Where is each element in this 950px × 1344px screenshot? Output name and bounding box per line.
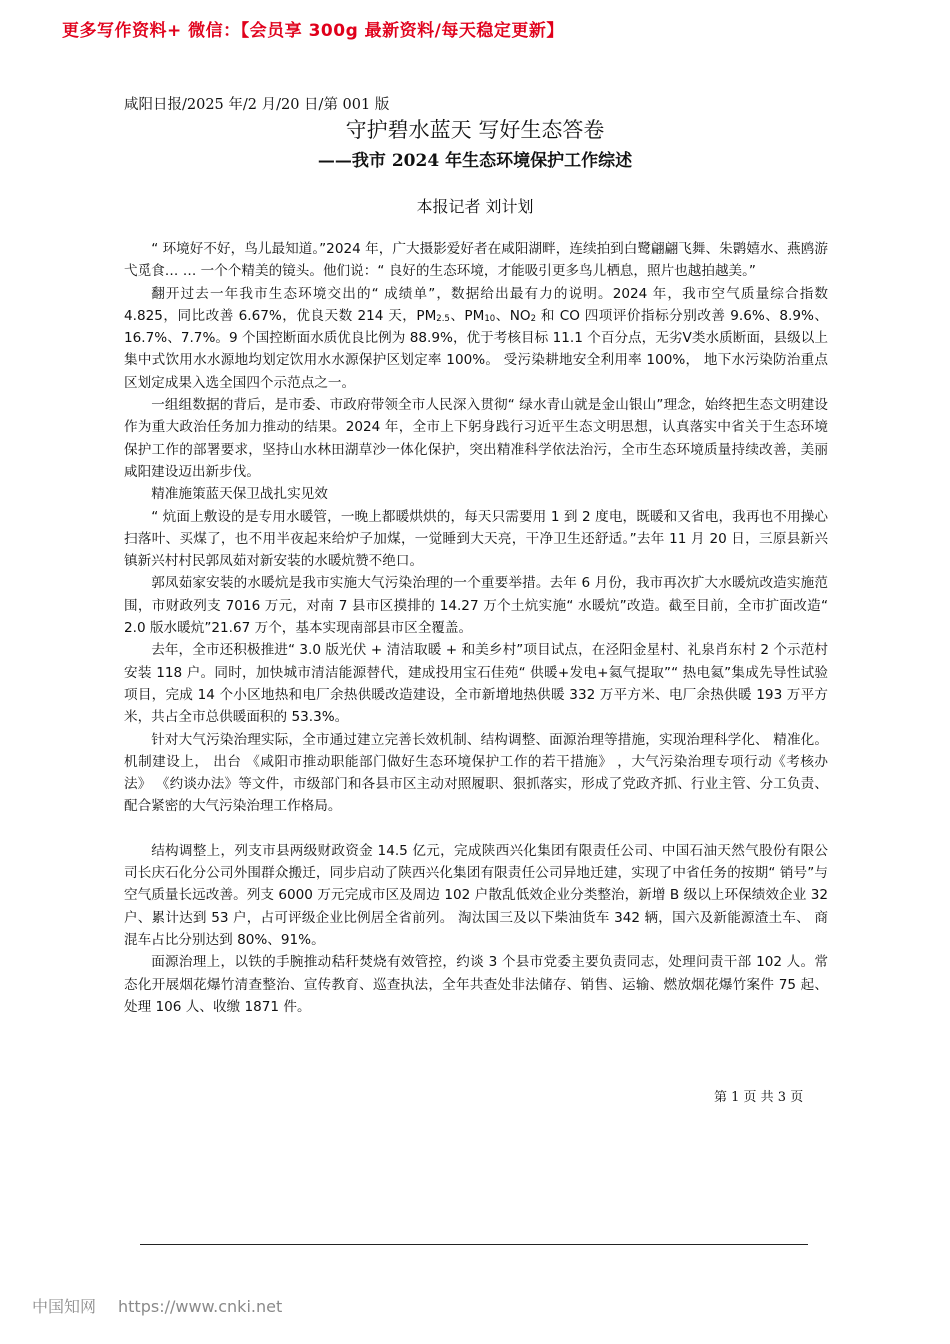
- paragraph-3: 一组组数据的背后，是市委、市政府带领全市人民深入贯彻“ 绿水青山就是金山银山”理念，始终把生态文明建设作为重大政治任务加力推动的结果。2024 年，全市上下躬身践行习近平生态文明思想，认真落实中省关于生态环境保护工作的部署要求，坚持山水林田湖草沙一体化保护，突出精准科学依法治污，全市生态环境质量持续改善，美丽咸阳建设迈出新步伐。: [124, 397, 828, 480]
- article-byline: 本报记者 刘计划: [416, 197, 534, 216]
- paragraph-2-part-b: 、PM: [449, 307, 485, 324]
- article-subheadline: ——我市 2024 年生态环境保护工作综述: [317, 151, 633, 171]
- paragraph-6: 去年，全市还积极推进“ 3.0 版光伏 + 清洁取暖 + 和美乡村”项目试点，在泾阳金星村、礼泉肖东村 2 个示范村安装 118 户。同时，加快城市清洁能源替代，建成投用宝石佳苑“ 供暖+发电+氦气提取”“ 热电氦”集成先导性试验项目，完成 14 个小区地热和电厂余热供暖改造建设，全市新增地热供暖 332 万平方米、电厂余热供暖 193 万平方米，共占全市总供暖面积的 53.3%。: [124, 642, 828, 726]
- page-number: 第 1 页 共 3 页: [714, 1090, 804, 1105]
- paragraph-2: [124, 283, 828, 394]
- article-body: [124, 238, 828, 1018]
- paragraph-5: 郭凤茹家安装的水暖炕是我市实施大气污染治理的一个重要举措。去年 6 月份，我市再次扩大水暖炕改造实施范围，市财政列支 7016 万元，对南 7 县市区摸排的 14.27 万个土炕实施“ 水暖炕”改造。截至目前，全市扩面改造“ 2.0 版水暖炕”21.67 万个，基本实现南部县市区全覆盖。: [124, 575, 828, 637]
- paragraph-2-part-d: 和 CO 四项评价指标分别改善 9.6%、8.9%、16.7%、7.7%。9 个国控断面水质优良比例为 88.9%，优于考核目标 11.1 个百分点，无劣V类水质断面，县级以上集中式饮用水水源地均划定饮用水水源保护区划定率 100%。 受污染耕地安全利用率 100%， 地下水污染防治重点区划定成果入选全国四个示范点之一。: [124, 307, 828, 391]
- paragraph-9: 面源治理上，以铁的手腕推动秸秆焚烧有效管控，约谈 3 个县市党委主要负责同志，处理问责干部 102 人。常态化开展烟花爆竹清查整治、宣传教育、巡查执法，全年共查处非法储存、销售、运输、燃放烟花爆竹案件 75 起、处理 106 人、收缴 1871 件。: [124, 954, 828, 1015]
- section-heading: 精准施策蓝天保卫战扎实见效: [151, 486, 328, 503]
- pm25-subscript: 2.5: [436, 313, 450, 324]
- paragraph-7: 针对大气污染治理实际，全市通过建立完善长效机制、结构调整、面源治理等措施，实现治理科学化、 精准化。 机制建设上， 出台 《咸阳市推动职能部门做好生态环境保护工作的若干措施》 ，大气污染治理专项行动《考核办法》 《约谈办法》等文件，市级部门和各县市区主动对照履职、狠抓落实，形成了党政齐抓、行业主管、分工负责、配合紧密的大气污染治理工作格局。: [124, 731, 828, 815]
- pm10-subscript: 10: [484, 313, 496, 324]
- watermark-brand: 中国知网: [32, 1297, 97, 1316]
- article-headline: 守护碧水蓝天 写好生态答卷: [345, 118, 605, 142]
- paragraph-4: “ 炕面上敷设的是专用水暖管，一晚上都暖烘烘的，每天只需要用 1 到 2 度电，既暖和又省电，我再也不用操心扫落叶、买煤了，也不用半夜起来给炉子加煤，一觉睡到大天亮，干净卫生还舒适。”去年 11 月 20 日，三原县新兴镇新兴村村民郭凤茹对新安装的水暖炕赞不绝口。: [124, 508, 828, 570]
- footer-divider: [140, 1244, 808, 1245]
- paragraph-1: “ 环境好不好，鸟儿最知道。”2024 年，广大摄影爱好者在咸阳湖畔，连续拍到白鹭翩翩飞舞、朱鹮嬉水、燕鸥游弋觅食… … 一个个精美的镜头。他们说：“ 良好的生态环境，才能吸引更多鸟儿栖息，照片也越拍越美。”: [124, 241, 828, 280]
- paragraph-8: 结构调整上，列支市县两级财政资金 14.5 亿元，完成陕西兴化集团有限责任公司、中国石油天然气股份有限公司长庆石化分公司外围群众搬迁，同步启动了陕西兴化集团有限责任公司异地迁建，实现了中省任务的按期“ 销号”与空气质量长远改善。列支 6000 万元完成市区及周边 102 户散乱低效企业分类整治，新增 B 级以上环保绩效企业 32 户、累计达到 53 户，占可评级企业比例居全省前列。 淘汰国三及以下柴油货车 342 辆，国六及新能源渣土车、 商混车占比分别达到 80%、91%。: [124, 842, 828, 948]
- paragraph-2-part-c: 、NO: [495, 307, 531, 324]
- cnki-watermark: [32, 1294, 282, 1317]
- paragraph-2-part-a: 翻开过去一年我市生态环境交出的“ 成绩单”，数据给出最有力的说明。2024 年，我市空气质量综合指数 4.825，同比改善 6.67%，优良天数 214 天，PM: [124, 285, 828, 324]
- watermark-url: https://www.cnki.net: [118, 1297, 283, 1316]
- publication-source: 咸阳日报/2025 年/2 月/20 日/第 001 版: [124, 97, 390, 113]
- promo-banner: 更多写作资料+ 微信：【会员享 300g 最新资料/每天稳定更新】: [62, 21, 564, 41]
- no2-subscript: 2: [530, 313, 537, 324]
